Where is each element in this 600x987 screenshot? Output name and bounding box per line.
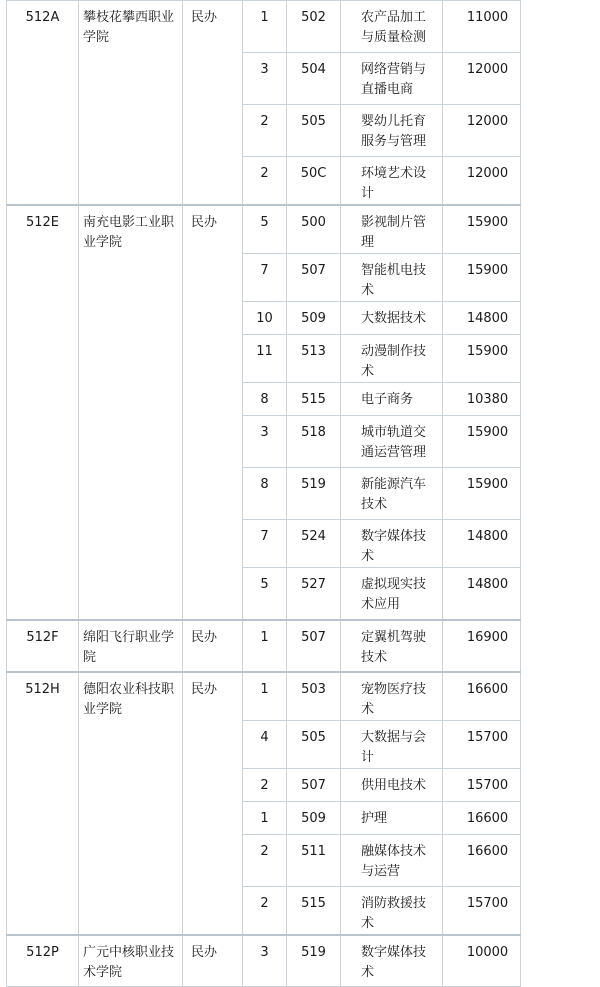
school-code-cell: 512H <box>7 672 79 935</box>
plan-count-cell: 3 <box>243 53 287 105</box>
major-code-cell: 513 <box>287 335 341 383</box>
major-code-cell: 504 <box>287 53 341 105</box>
school-name-cell: 攀枝花攀西职业学院 <box>79 1 183 206</box>
school-code-cell: 512F <box>7 620 79 672</box>
admission-table <box>6 0 521 987</box>
table-row <box>7 672 521 721</box>
major-code-cell: 509 <box>287 302 341 335</box>
plan-count-cell: 11 <box>243 335 287 383</box>
tuition-fee-cell: 16900 <box>443 620 521 672</box>
tuition-fee-cell: 12000 <box>443 105 521 157</box>
major-code-cell: 505 <box>287 105 341 157</box>
school-code-cell: 512P <box>7 935 79 987</box>
school-type-cell: 民办 <box>183 620 243 672</box>
major-name-cell: 环境艺术设计 <box>341 157 443 206</box>
major-code-cell: 507 <box>287 768 341 801</box>
plan-count-cell: 2 <box>243 768 287 801</box>
plan-count-cell: 1 <box>243 620 287 672</box>
plan-count-cell: 3 <box>243 416 287 468</box>
major-code-cell: 507 <box>287 254 341 302</box>
major-code-cell: 515 <box>287 886 341 935</box>
school-type-cell: 民办 <box>183 672 243 935</box>
major-code-cell: 519 <box>287 935 341 987</box>
major-code-cell: 511 <box>287 834 341 886</box>
plan-count-cell: 1 <box>243 801 287 834</box>
tuition-fee-cell: 14800 <box>443 568 521 620</box>
tuition-fee-cell: 15900 <box>443 254 521 302</box>
plan-count-cell: 2 <box>243 834 287 886</box>
plan-count-cell: 5 <box>243 205 287 254</box>
major-name-cell: 融媒体技术与运营 <box>341 834 443 886</box>
plan-count-cell: 1 <box>243 672 287 721</box>
major-code-cell: 515 <box>287 383 341 416</box>
major-name-cell: 网络营销与直播电商 <box>341 53 443 105</box>
plan-count-cell: 8 <box>243 468 287 520</box>
major-name-cell: 宠物医疗技术 <box>341 672 443 721</box>
major-name-cell: 农产品加工与质量检测 <box>341 1 443 53</box>
tuition-fee-cell: 16600 <box>443 801 521 834</box>
plan-count-cell: 2 <box>243 105 287 157</box>
major-code-cell: 518 <box>287 416 341 468</box>
major-code-cell: 503 <box>287 672 341 721</box>
major-name-cell: 供用电技术 <box>341 768 443 801</box>
school-name-cell: 绵阳飞行职业学院 <box>79 620 183 672</box>
plan-count-cell: 2 <box>243 157 287 206</box>
major-name-cell: 城市轨道交通运营管理 <box>341 416 443 468</box>
plan-count-cell: 8 <box>243 383 287 416</box>
school-code-cell: 512E <box>7 205 79 620</box>
plan-count-cell: 10 <box>243 302 287 335</box>
table-row <box>7 1 521 53</box>
tuition-fee-cell: 15700 <box>443 768 521 801</box>
school-type-cell: 民办 <box>183 205 243 620</box>
tuition-fee-cell: 15700 <box>443 720 521 768</box>
major-name-cell: 电子商务 <box>341 383 443 416</box>
major-code-cell: 509 <box>287 801 341 834</box>
school-name-cell: 德阳农业科技职业学院 <box>79 672 183 935</box>
major-name-cell: 护理 <box>341 801 443 834</box>
plan-count-cell: 5 <box>243 568 287 620</box>
major-code-cell: 527 <box>287 568 341 620</box>
major-name-cell: 消防救援技术 <box>341 886 443 935</box>
plan-count-cell: 2 <box>243 886 287 935</box>
school-type-cell: 民办 <box>183 1 243 206</box>
tuition-fee-cell: 10380 <box>443 383 521 416</box>
tuition-fee-cell: 16600 <box>443 834 521 886</box>
school-name-cell: 广元中核职业技术学院 <box>79 935 183 987</box>
tuition-fee-cell: 15900 <box>443 205 521 254</box>
major-name-cell: 大数据与会计 <box>341 720 443 768</box>
major-name-cell: 新能源汽车技术 <box>341 468 443 520</box>
major-name-cell: 智能机电技术 <box>341 254 443 302</box>
tuition-fee-cell: 14800 <box>443 520 521 568</box>
school-code-cell: 512A <box>7 1 79 206</box>
major-code-cell: 502 <box>287 1 341 53</box>
school-name-cell: 南充电影工业职业学院 <box>79 205 183 620</box>
tuition-fee-cell: 15900 <box>443 416 521 468</box>
tuition-fee-cell: 15700 <box>443 886 521 935</box>
major-name-cell: 数字媒体技术 <box>341 935 443 987</box>
tuition-fee-cell: 16600 <box>443 672 521 721</box>
tuition-fee-cell: 10000 <box>443 935 521 987</box>
major-name-cell: 婴幼儿托育服务与管理 <box>341 105 443 157</box>
major-name-cell: 定翼机驾驶技术 <box>341 620 443 672</box>
table-row <box>7 620 521 672</box>
major-name-cell: 动漫制作技术 <box>341 335 443 383</box>
major-name-cell: 数字媒体技术 <box>341 520 443 568</box>
major-name-cell: 大数据技术 <box>341 302 443 335</box>
plan-count-cell: 7 <box>243 520 287 568</box>
school-type-cell: 民办 <box>183 935 243 987</box>
major-code-cell: 500 <box>287 205 341 254</box>
major-code-cell: 505 <box>287 720 341 768</box>
table-row <box>7 205 521 254</box>
plan-count-cell: 1 <box>243 1 287 53</box>
major-code-cell: 519 <box>287 468 341 520</box>
tuition-fee-cell: 15900 <box>443 468 521 520</box>
plan-count-cell: 3 <box>243 935 287 987</box>
tuition-fee-cell: 11000 <box>443 1 521 53</box>
plan-count-cell: 4 <box>243 720 287 768</box>
major-name-cell: 影视制片管理 <box>341 205 443 254</box>
tuition-fee-cell: 15900 <box>443 335 521 383</box>
major-code-cell: 507 <box>287 620 341 672</box>
plan-count-cell: 7 <box>243 254 287 302</box>
major-code-cell: 524 <box>287 520 341 568</box>
tuition-fee-cell: 14800 <box>443 302 521 335</box>
table-row <box>7 935 521 987</box>
tuition-fee-cell: 12000 <box>443 53 521 105</box>
tuition-fee-cell: 12000 <box>443 157 521 206</box>
major-name-cell: 虚拟现实技术应用 <box>341 568 443 620</box>
major-code-cell: 50C <box>287 157 341 206</box>
